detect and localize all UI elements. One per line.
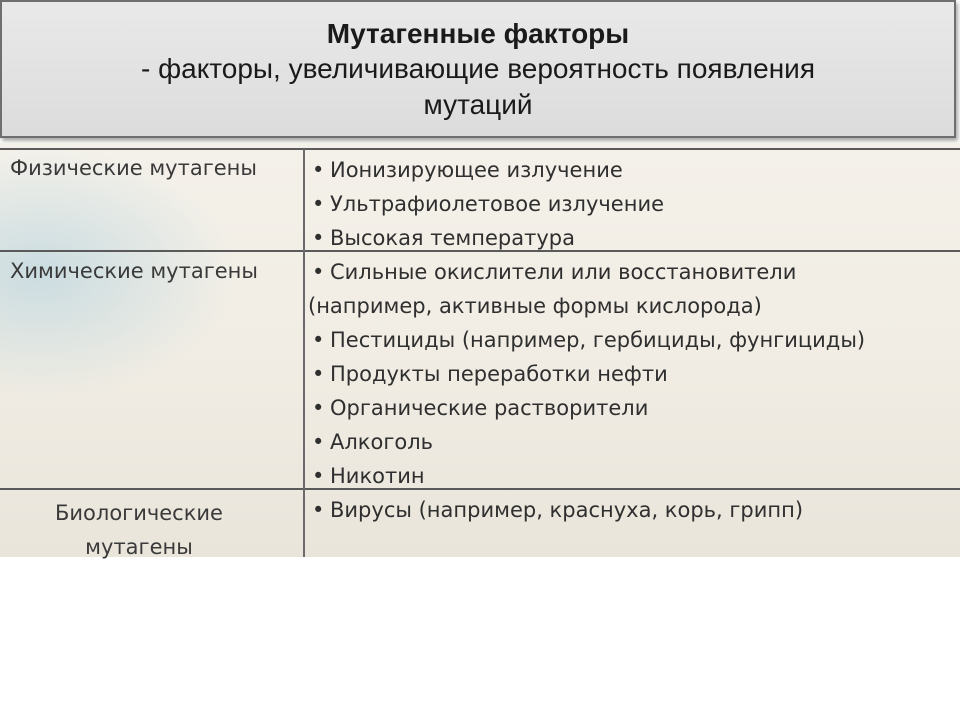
category-biological: Биологические мутагены bbox=[55, 501, 223, 559]
slide-subtitle bbox=[78, 51, 878, 123]
subtitle-line-2: мутаций bbox=[423, 89, 533, 120]
chemical-items-list bbox=[308, 255, 866, 493]
list-item: • Вирусы (например, краснуха, корь, грипп) bbox=[312, 498, 804, 522]
physical-items-list bbox=[312, 153, 664, 255]
table-top-border bbox=[0, 148, 960, 150]
list-item: • Алкоголь bbox=[312, 430, 434, 454]
list-item: • Органические растворители bbox=[312, 396, 649, 420]
list-item: • Ионизирующее излучение bbox=[312, 158, 623, 182]
list-item: • Продукты переработки нефти bbox=[312, 362, 668, 386]
list-item: • Пестициды (например, гербициды, фунгициды) bbox=[312, 328, 866, 352]
list-item: • Сильные окислители или восстановители bbox=[312, 260, 797, 284]
category-physical: Физические мутагены bbox=[10, 156, 257, 180]
list-item: (например, активные формы кислорода) bbox=[308, 294, 762, 318]
mutagens-table bbox=[0, 143, 960, 557]
list-item: • Высокая температура bbox=[312, 226, 575, 250]
category-chemical: Химические мутагены bbox=[10, 259, 258, 283]
slide-title: Мутагенные факторы bbox=[326, 18, 630, 49]
list-item: • Ультрафиолетовое излучение bbox=[312, 192, 665, 216]
biological-items-list bbox=[312, 493, 803, 527]
column-divider bbox=[303, 149, 305, 557]
list-item: • Никотин bbox=[312, 464, 425, 488]
subtitle-line-1: - факторы, увеличивающие вероятность появления bbox=[141, 53, 815, 84]
title-box bbox=[0, 0, 956, 138]
